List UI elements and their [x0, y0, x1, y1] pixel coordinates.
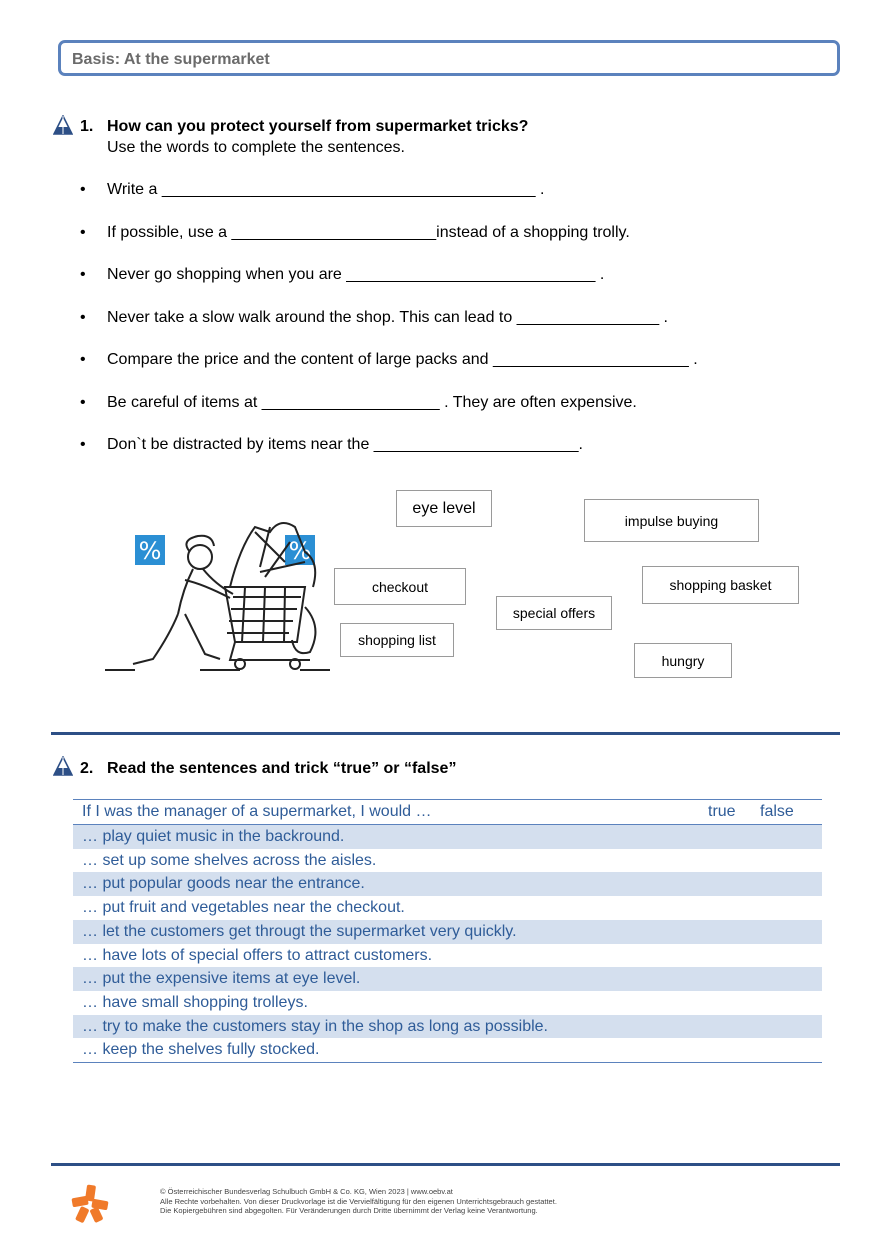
level-pyramid-icon: [53, 756, 73, 776]
task2-number: 2.: [80, 760, 94, 777]
sentence-7: Don`t be distracted by items near the _______________________.: [107, 436, 583, 453]
table-row: [73, 849, 822, 873]
false-cell[interactable]: [760, 849, 822, 873]
task2-title: Read the sentences and trick “true” or “false”: [107, 760, 457, 777]
false-cell[interactable]: [760, 991, 822, 1015]
false-cell[interactable]: [760, 872, 822, 896]
footer-divider: [51, 1163, 840, 1166]
percent-sign-left: %: [138, 537, 162, 565]
statement-cell: … put popular goods near the entrance.: [73, 872, 708, 896]
column-header-true: true: [708, 800, 760, 825]
level-pyramid-icon: [53, 115, 73, 135]
table-row: [73, 920, 822, 944]
bullet-marker: •: [80, 224, 86, 241]
false-cell[interactable]: [760, 1038, 822, 1062]
true-cell[interactable]: [708, 991, 760, 1015]
word-card-checkout: checkout: [334, 568, 466, 605]
false-cell[interactable]: [760, 1015, 822, 1039]
bullet-marker: •: [80, 436, 86, 453]
false-cell[interactable]: [760, 896, 822, 920]
worksheet-title: Basis: At the supermarket: [72, 51, 270, 68]
statement-cell: … keep the shelves fully stocked.: [73, 1038, 708, 1062]
sentence-6: Be careful of items at ____________________ . They are often expensive.: [107, 394, 637, 411]
true-cell[interactable]: [708, 872, 760, 896]
statement-cell: … put the expensive items at eye level.: [73, 967, 708, 991]
true-cell[interactable]: [708, 896, 760, 920]
true-cell[interactable]: [708, 849, 760, 873]
true-cell[interactable]: [708, 1015, 760, 1039]
table-row: [73, 825, 822, 849]
table-row: [73, 967, 822, 991]
column-header-false: false: [760, 800, 822, 825]
copyright-line-3: Die Kopiergebühren sind abgegolten. Für Veränderungen durch Dritte übernimmt der Verlag keine Verantwortung.: [160, 1206, 538, 1215]
true-cell[interactable]: [708, 920, 760, 944]
bullet-marker: •: [80, 394, 86, 411]
sentence-2: If possible, use a _______________________instead of a shopping trolly.: [107, 224, 630, 241]
sentence-4: Never take a slow walk around the shop. This can lead to ________________ .: [107, 309, 668, 326]
word-card-hungry: hungry: [634, 643, 732, 678]
copyright-notice: [160, 1187, 557, 1216]
statement-cell: … play quiet music in the backround.: [73, 825, 708, 849]
statement-cell: … have small shopping trolleys.: [82, 993, 308, 1011]
table-row: [73, 1038, 822, 1062]
true-false-table: [73, 799, 822, 1063]
statement-cell: … have lots of special offers to attract customers.: [82, 946, 433, 964]
sentence-3: Never go shopping when you are ____________________________ .: [107, 266, 605, 283]
copyright-line-1: © Österreichischer Bundesverlag Schulbuch GmbH & Co. KG, Wien 2023 | www.oebv.at: [160, 1187, 453, 1196]
task1-number: 1.: [80, 118, 94, 135]
true-cell[interactable]: [708, 825, 760, 849]
word-card-impulse-buying: impulse buying: [584, 499, 759, 542]
percent-sign-right: %: [288, 537, 312, 565]
sentence-1: Write a __________________________________________ .: [107, 181, 545, 198]
bullet-marker: •: [80, 181, 86, 198]
statement-cell: … let the customers get througt the supermarket very quickly.: [73, 920, 708, 944]
bullet-marker: •: [80, 266, 86, 283]
task1-title: How can you protect yourself from supermarket tricks?: [107, 118, 529, 135]
bullet-marker: •: [80, 309, 86, 326]
task1-instructions: Use the words to complete the sentences.: [107, 139, 405, 156]
statement-cell: … put fruit and vegetables near the checkout.: [82, 899, 405, 917]
true-cell[interactable]: [708, 1038, 760, 1062]
table-row: [73, 872, 822, 896]
table-row: [73, 896, 822, 920]
true-cell[interactable]: [708, 944, 760, 968]
table-row: [73, 944, 822, 968]
true-cell[interactable]: [708, 967, 760, 991]
word-card-special-offers: special offers: [496, 596, 612, 630]
statement-cell: … set up some shelves across the aisles.: [82, 851, 377, 869]
word-card-shopping-basket: shopping basket: [642, 566, 799, 604]
table-row: [73, 991, 822, 1015]
word-card-shopping-list: shopping list: [340, 623, 454, 657]
shopper-trolley-illustration: [105, 512, 330, 674]
bullet-marker: •: [80, 351, 86, 368]
sentence-5: Compare the price and the content of large packs and ______________________ .: [107, 351, 698, 368]
false-cell[interactable]: [760, 967, 822, 991]
publisher-logo-icon: [70, 1183, 110, 1223]
header-box: [58, 40, 840, 76]
table-row: [73, 1015, 822, 1039]
statement-cell: … try to make the customers stay in the shop as long as possible.: [73, 1015, 708, 1039]
table-header-row: [73, 800, 822, 825]
table-header-statement: If I was the manager of a supermarket, I would …: [73, 800, 708, 825]
section-divider: [51, 732, 840, 735]
copyright-line-2: Alle Rechte vorbehalten. Von dieser Druckvorlage ist die Vervielfältigung für den eigenen Unterrichtsgebrauch gestattet.: [160, 1196, 557, 1206]
false-cell[interactable]: [760, 944, 822, 968]
false-cell[interactable]: [760, 825, 822, 849]
word-card-eye-level: eye level: [396, 490, 492, 527]
false-cell[interactable]: [760, 920, 822, 944]
